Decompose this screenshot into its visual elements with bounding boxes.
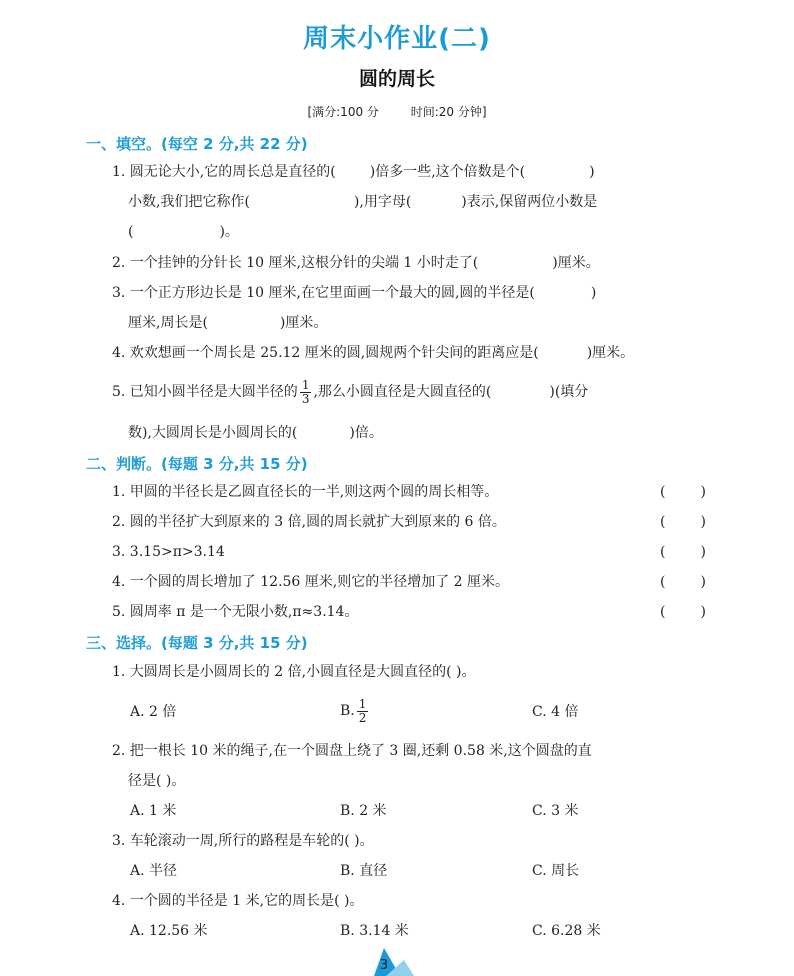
score-time-info xyxy=(0,103,794,120)
question-1-5-line-1: 5. 已知小圆半径是大圆半径的 $\frac{1}{3}$ ,那么小圆直径是大圆直径的( )(填分 xyxy=(112,377,589,406)
choice-3-option-b[interactable]: B. 直径 xyxy=(340,863,388,879)
question-1-1-line-1: 1. 圆无论大小,它的周长总是直径的( )倍多一些,这个倍数是个( ) xyxy=(112,164,595,180)
choice-4-option-c[interactable]: C. 6.28 米 xyxy=(532,923,601,939)
choice-3-option-a[interactable]: A. 半径 xyxy=(130,863,178,879)
judge-question-2: 2. 圆的半径扩大到原来的 3 倍,圆的周长就扩大到原来的 6 倍。 xyxy=(112,514,506,530)
choice-4-option-a[interactable]: A. 12.56 米 xyxy=(130,923,208,939)
judge-answer-box-1[interactable]: ( ) xyxy=(660,484,706,500)
full-score: [满分:100 分 xyxy=(307,105,379,119)
question-1-3-line-2: 厘米,周长是( )厘米。 xyxy=(128,315,328,331)
fraction-one-half: $\frac{1}{2}$ xyxy=(358,696,367,725)
choice-1-option-b[interactable]: B. $\frac{1}{2}$ xyxy=(340,696,367,725)
choice-question-2-line-1: 2. 把一根长 10 米的绳子,在一个圆盘上绕了 3 圈,还剩 0.58 米,这个圆盘的直 xyxy=(112,743,592,759)
question-1-1-line-3: ( )。 xyxy=(128,224,239,240)
question-1-5-line-2: 数),大圆周长是小圆周长的( )倍。 xyxy=(128,425,383,441)
question-1-4: 4. 欢欢想画一个周长是 25.12 厘米的圆,圆规两个针尖间的距离应是( )厘米。 xyxy=(112,345,635,361)
question-1-1-line-2: 小数,我们把它称作( ),用字母( )表示,保留两位小数是 xyxy=(128,194,598,210)
question-1-3-line-1: 3. 一个正方形边长是 10 厘米,在它里面画一个最大的圆,圆的半径是( ) xyxy=(112,285,597,301)
judge-answer-box-2[interactable]: ( ) xyxy=(660,514,706,530)
judge-answer-box-5[interactable]: ( ) xyxy=(660,604,706,620)
choice-1-option-a[interactable]: A. 2 倍 xyxy=(130,704,177,720)
choice-2-option-c[interactable]: C. 3 米 xyxy=(532,803,579,819)
judge-question-3: 3. 3.15>π>3.14 xyxy=(112,544,225,560)
choice-question-2-line-2: 径是( )。 xyxy=(128,773,186,789)
time-limit: 时间:20 分钟] xyxy=(410,105,487,119)
judge-answer-box-4[interactable]: ( ) xyxy=(660,574,706,590)
page-number: 3 xyxy=(379,958,389,973)
section-true-false-heading: 二、判断。(每题 3 分,共 15 分) xyxy=(86,455,308,473)
choice-3-option-c[interactable]: C. 周长 xyxy=(532,863,580,879)
judge-question-5: 5. 圆周率 π 是一个无限小数,π≈3.14。 xyxy=(112,604,359,620)
page-subtitle: 圆的周长 xyxy=(358,68,435,90)
choice-2-option-b[interactable]: B. 2 米 xyxy=(340,803,387,819)
choice-2-option-a[interactable]: A. 1 米 xyxy=(130,803,177,819)
fraction-one-third: $\frac{1}{3}$ xyxy=(301,377,310,406)
section-multiple-choice-heading: 三、选择。(每题 3 分,共 15 分) xyxy=(86,634,308,652)
choice-question-3: 3. 车轮滚动一周,所行的路程是车轮的( )。 xyxy=(112,833,374,849)
question-1-2: 2. 一个挂钟的分针长 10 厘米,这根分针的尖端 1 小时走了( )厘米。 xyxy=(112,255,600,271)
judge-answer-box-3[interactable]: ( ) xyxy=(660,544,706,560)
judge-question-4: 4. 一个圆的周长增加了 12.56 厘米,则它的半径增加了 2 厘米。 xyxy=(112,574,510,590)
section-fill-blank-heading: 一、填空。(每空 2 分,共 22 分) xyxy=(86,135,308,153)
judge-question-1: 1. 甲圆的半径长是乙圆直径长的一半,则这两个圆的周长相等。 xyxy=(112,484,499,500)
choice-1-option-c[interactable]: C. 4 倍 xyxy=(532,704,579,720)
page-title: 周末小作业(二) xyxy=(303,24,491,54)
choice-4-option-b[interactable]: B. 3.14 米 xyxy=(340,923,409,939)
choice-question-1: 1. 大圆周长是小圆周长的 2 倍,小圆直径是大圆直径的( )。 xyxy=(112,664,476,680)
choice-question-4: 4. 一个圆的半径是 1 米,它的周长是( )。 xyxy=(112,893,364,909)
